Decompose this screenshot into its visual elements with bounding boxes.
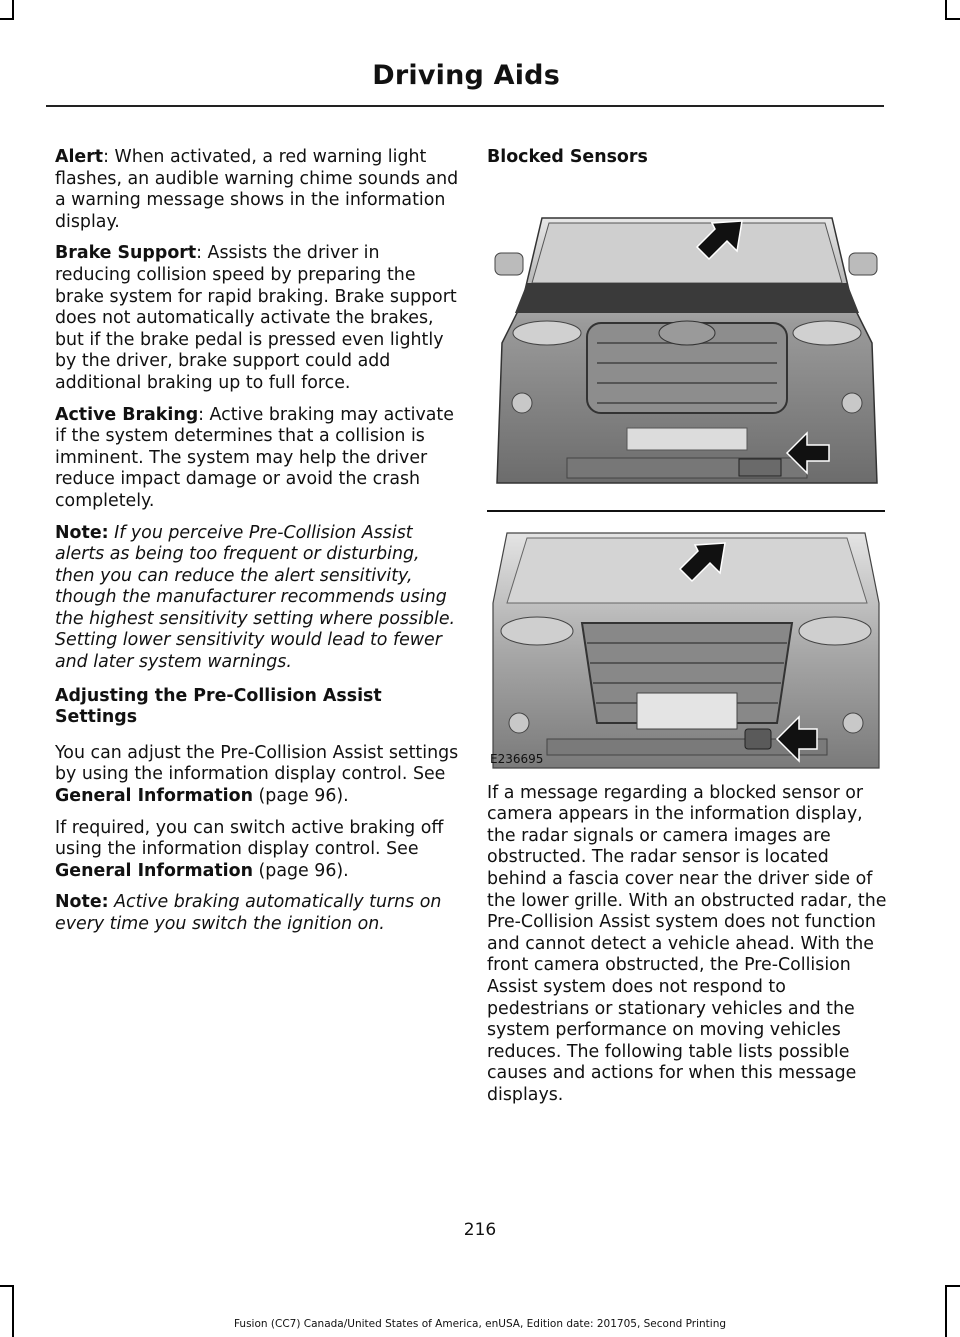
note-text: Active braking automatically turns on every time you switch the ignition on. (55, 892, 442, 934)
crop-mark (0, 1285, 12, 1287)
section-heading-adjusting: Adjusting the Pre-Collision Assist Settings (55, 685, 382, 728)
note-label: Note: (55, 522, 109, 543)
alert-term: Alert (55, 147, 104, 167)
left-column (55, 147, 460, 946)
alert-text: : When activated, a red warning light flashes, an audible warning chime sounds and a warning message shows in the information display. (55, 147, 459, 232)
suv-illustration (487, 213, 885, 505)
crop-mark (947, 18, 960, 20)
general-information-link[interactable]: General Information (55, 786, 253, 807)
page-number: 216 (463, 1220, 497, 1240)
note-label: Note: (55, 892, 109, 913)
brake-support-text: : Assists the driver in reducing collision speed by preparing the brake system for rapid braking. Brake support does not automatically activate the brakes, but if the brake pedal is pressed even lightly by the driver, brake support could add additional braking up to full force. (55, 243, 457, 393)
active-braking-text: : Active braking may activate if the system determines that a collision is imminent. The system may help the driver reduce impact damage or avoid the crash completely. (55, 404, 454, 511)
crop-mark (0, 18, 12, 20)
blocked-sensors-paragraph: If a message regarding a blocked sensor or camera appears in the information display, the radar signals or camera images are obstructed. The radar sensor is located behind a fascia cover near the driver side of the lower grille. With an obstructed radar, the Pre-Collision Assist system does not function and cannot detect a vehicle ahead. With the front camera obstructed, the Pre-Collision Assist system does not respond to pedestrians or stationary vehicles and the system performance on moving vehicles reduces. The following table lists possible causes and actions for when this message displays. (487, 782, 887, 1105)
active-braking-paragraph (55, 405, 460, 513)
footer: Fusion (CC7) Canada/United States of America, enUSA, Edition date: 201705, Second Printing (233, 1318, 727, 1330)
adjust-paragraph (55, 743, 460, 808)
crop-mark (945, 0, 947, 20)
switch-off-text-before: If required, you can switch active braking off using the information display control. See (55, 817, 444, 860)
section-heading-blocked-sensors: Blocked Sensors (487, 147, 648, 167)
note-sensitivity (55, 523, 460, 674)
crop-mark (12, 0, 14, 20)
figure-id: E236695 (490, 752, 544, 766)
active-braking-term: Active Braking (55, 404, 199, 425)
adjust-text-after: (page 96). (252, 786, 349, 807)
vehicle-illustrations (487, 183, 885, 773)
header-rule (46, 105, 884, 107)
crop-mark (947, 1285, 960, 1287)
switch-off-text-after: (page 96). (252, 860, 349, 881)
sedan-illustration (493, 533, 879, 768)
alert-paragraph (55, 147, 460, 233)
right-column (487, 147, 892, 1117)
note-text: If you perceive Pre-Collision Assist alerts as being too frequent or disturbing, then you can reduce the alert sensitivity, though the manufacturer recommends using the highest sensitivity setting where possible. Setting lower sensitivity would lead to fewer and later system warnings. (55, 522, 456, 673)
note-active-braking (55, 892, 460, 935)
brake-support-term: Brake Support (55, 243, 197, 264)
sensor-location-figure (487, 183, 885, 773)
switch-off-paragraph (55, 818, 460, 883)
adjust-text-before: You can adjust the Pre-Collision Assist settings by using the information display control. See (55, 742, 459, 785)
general-information-link[interactable]: General Information (55, 860, 253, 881)
page-title: Driving Aids (372, 60, 560, 91)
brake-support-paragraph (55, 243, 460, 394)
